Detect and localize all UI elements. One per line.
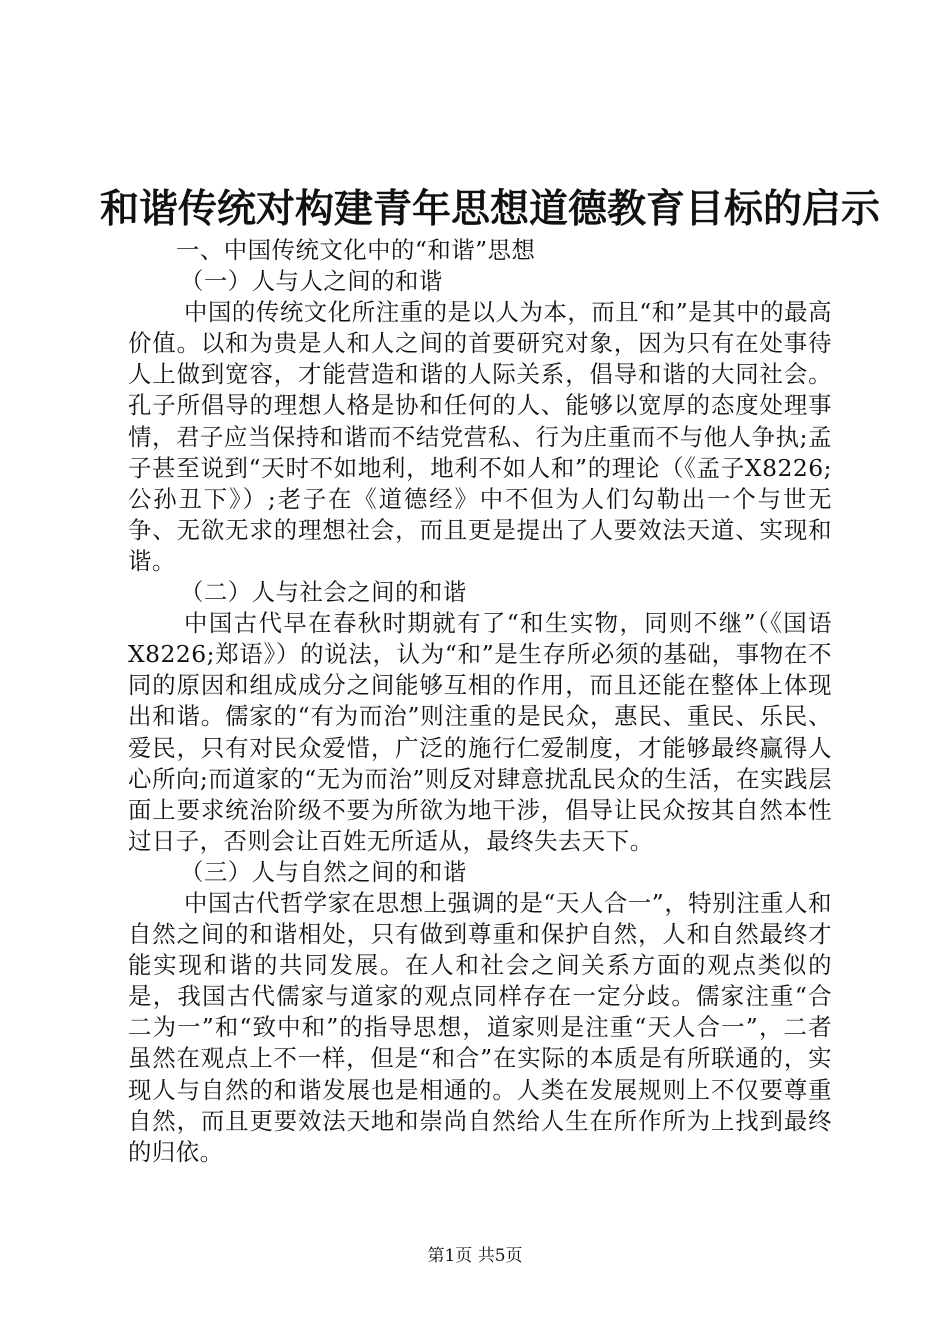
subsection-heading-1: （一）人与人之间的和谐 xyxy=(180,267,443,296)
document-body xyxy=(128,235,832,1168)
paragraph-1: 中国的传统文化所注重的是以人为本，而且“和”是其中的最高价值。以和为贵是人和人之间的首要研究对象，因为只有在处事待人上做到宽容，才能营造和谐的人际关系，倡导和谐的大同社会。孔子所倡导的理想人格是协和任何的人、能够以宽厚的态度处理事情，君子应当保持和谐而不结党营私、行为庄重而不与他人争执;孟子甚至说到“天时不如地利，地利不如人和”的理论（《孟子X8226;公孙丑下》）;老子在《道德经》中不但为人们勾勒出一个与世无争、无欲无求的理想社会，而且更是提出了人要效法天道、实现和谐。 xyxy=(128,298,832,575)
subsection-heading-2: （二）人与社会之间的和谐 xyxy=(180,578,467,607)
page-footer: 第1页 共5页 xyxy=(427,1246,523,1266)
document-title: 和谐传统对构建青年思想道德教育目标的启示 xyxy=(100,187,881,232)
section-heading: 一、中国传统文化中的“和谐”思想 xyxy=(176,236,536,264)
paragraph-3: 中国古代哲学家在思想上强调的是“天人合一”，特别注重人和自然之间的和谐相处，只有做到尊重和保护自然，人和自然最终才能实现和谐的共同发展。在人和社会之间关系方面的观点类似的是，我国古代儒家与道家的观点同样存在一定分歧。儒家注重“合二为一”和“致中和”的指导思想，道家则是注重“天人合一”，二者虽然在观点上不一样，但是“和合”在实际的本质是有所联通的，实现人与自然的和谐发展也是相通的。人类在发展规则上不仅要尊重自然，而且更要效法天地和崇尚自然给人生在所作所为上找到最终的归依。 xyxy=(128,888,832,1166)
subsection-heading-3: （三）人与自然之间的和谐 xyxy=(180,857,467,886)
paragraph-2: 中国古代早在春秋时期就有了“和生实物，同则不继”（《国语X8226;郑语》）的说法，认为“和”是生存所必须的基础，事物在不同的原因和组成成分之间能够互相的作用，而且还能在整体上体现出和谐。儒家的“有为而治”则注重的是民众，惠民、重民、乐民、爱民，只有对民众爱惜，广泛的施行仁爱制度，才能够最终赢得人心所向;而道家的“无为而治”则反对肆意扰乱民众的生活，在实践层面上要求统治阶级不要为所欲为地干涉，倡导让民众按其自然本性过日子，否则会让百姓无所适从，最终失去天下。 xyxy=(128,609,832,855)
